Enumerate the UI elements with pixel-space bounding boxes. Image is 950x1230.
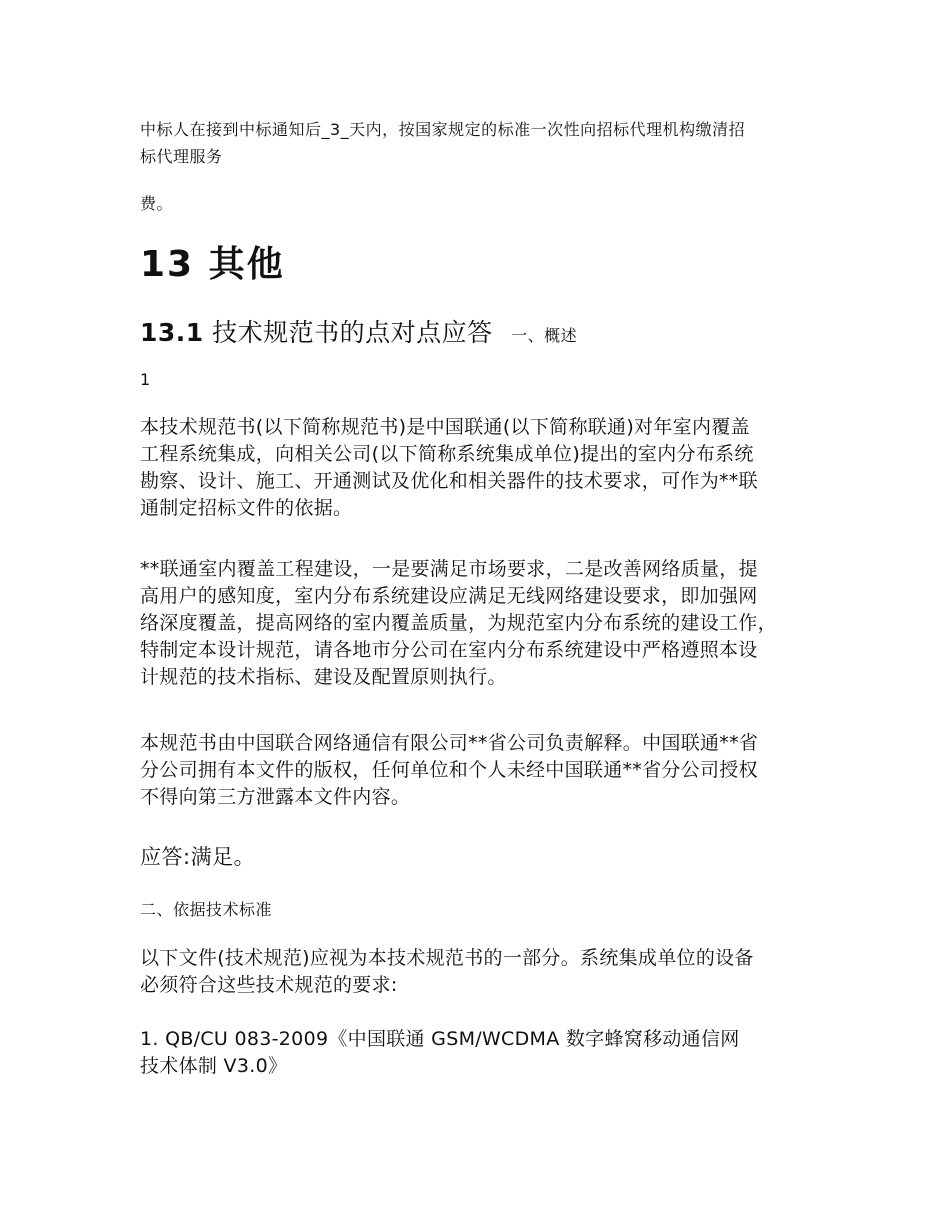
text-line: 本规范书由中国联合网络通信有限公司**省公司负责解释。中国联通**省 bbox=[140, 732, 759, 754]
text-line: 本技术规范书(以下简称规范书)是中国联通(以下简称联通)对年室内覆盖 bbox=[140, 416, 750, 438]
text-line: **联通室内覆盖工程建设，一是要满足市场要求，二是改善网络质量，提 bbox=[140, 558, 758, 580]
chapter-heading: 13 其他 bbox=[140, 244, 285, 285]
section-2-heading: 二、依据技术标准 bbox=[140, 900, 273, 919]
item-number: 1 bbox=[140, 370, 151, 389]
section-heading bbox=[140, 316, 577, 353]
section-number: 13.1 bbox=[140, 318, 204, 347]
intro-paragraph-end bbox=[140, 190, 173, 217]
text-line: 必须符合这些技术规范的要求: bbox=[140, 974, 398, 996]
text-line: 1. QB/CU 083-2009《中国联通 GSM/WCDMA 数字蜂窝移动通信网 bbox=[140, 1028, 740, 1050]
text-line: 络深度覆盖，提高网络的室内覆盖质量，为规范室内分布系统的建设工作， bbox=[140, 612, 777, 634]
overview-paragraph-3 bbox=[140, 730, 758, 811]
section-title: 技术规范书的点对点应答 bbox=[212, 318, 493, 347]
text-line: 勘察、设计、施工、开通测试及优化和相关器件的技术要求，可作为**联 bbox=[140, 470, 758, 492]
text-line: 分公司拥有本文件的版权，任何单位和个人未经中国联通**省分公司授权 bbox=[140, 759, 758, 781]
text-line: 中标人在接到中标通知后_3_天内，按国家规定的标准一次性向招标代理机构缴清招 bbox=[140, 120, 746, 139]
text-line: 费。 bbox=[140, 194, 174, 213]
text-line: 计规范的技术指标、建设及配置原则执行。 bbox=[140, 666, 507, 688]
answer-text: 应答:满足。 bbox=[140, 845, 256, 869]
text-line: 标代理服务 bbox=[140, 147, 223, 166]
text-line: 通制定招标文件的依据。 bbox=[140, 497, 353, 519]
text-line: 以下文件(技术规范)应视为本技术规范书的一部分。系统集成单位的设备 bbox=[140, 947, 754, 969]
standard-item-1 bbox=[140, 1026, 740, 1080]
subsection-label: 一、概述 bbox=[511, 326, 578, 345]
text-line: 高用户的感知度，室内分布系统建设应满足无线网络建设要求，即加强网 bbox=[140, 585, 758, 607]
overview-paragraph-1 bbox=[140, 414, 758, 522]
text-line: 特制定本设计规范，请各地市分公司在室内分布系统建设中严格遵照本设 bbox=[140, 639, 758, 661]
standards-paragraph bbox=[140, 945, 754, 999]
text-line: 不得向第三方泄露本文件内容。 bbox=[140, 786, 411, 808]
overview-paragraph-2 bbox=[140, 556, 777, 691]
text-line: 工程系统集成，向相关公司(以下简称系统集成单位)提出的室内分布系统 bbox=[140, 443, 754, 465]
intro-paragraph bbox=[140, 116, 745, 170]
text-line: 技术体制 V3.0》 bbox=[140, 1055, 288, 1077]
